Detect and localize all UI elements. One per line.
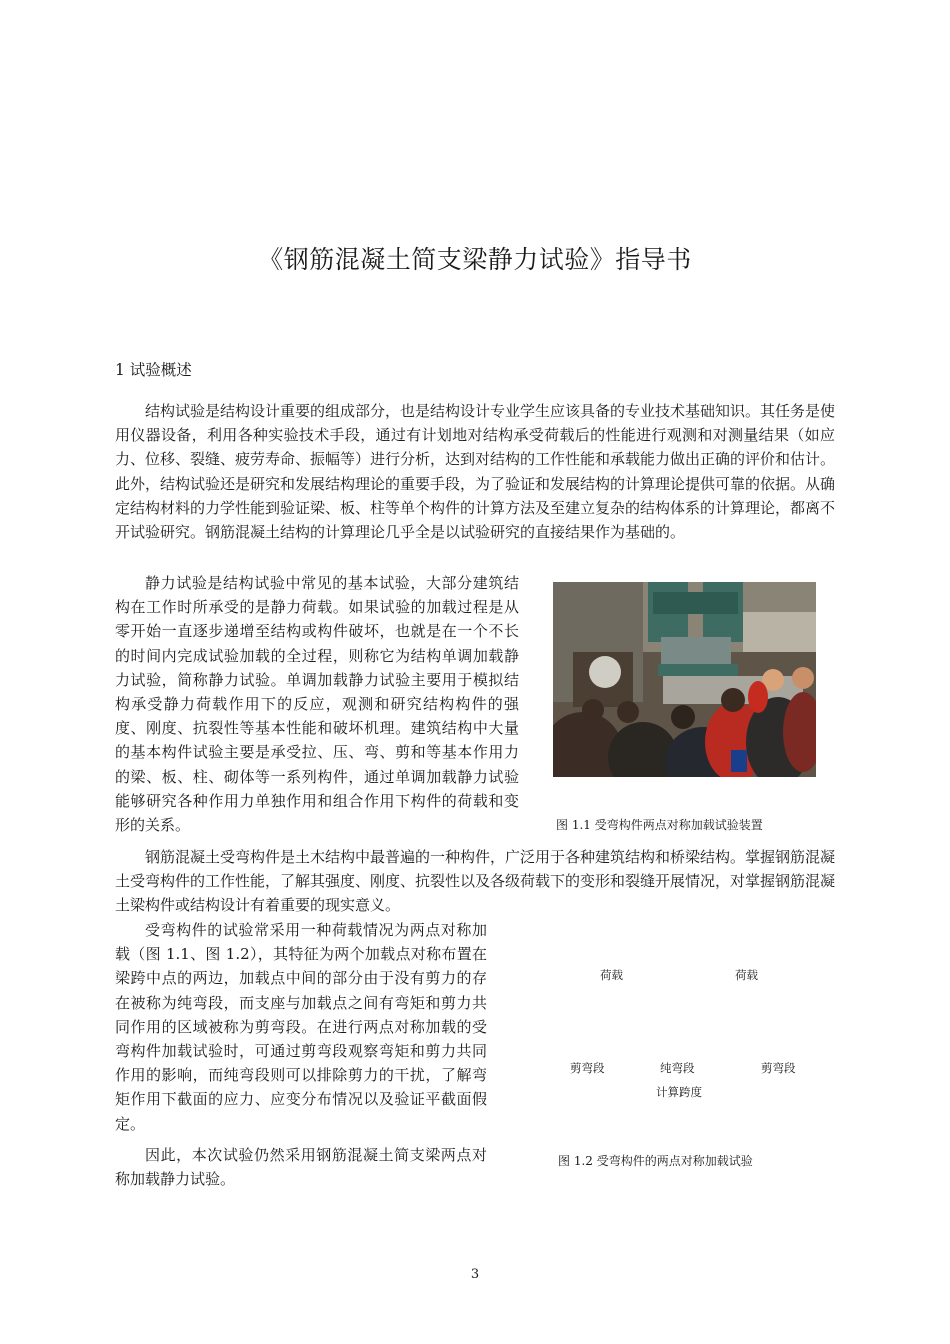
paragraph-1: 结构试验是结构设计重要的组成部分，也是结构设计专业学生应该具备的专业技术基础知识。其任务是使用仪器设备，利用各种实验技术手段，通过有计划地对结构承受荷载后的性能进行观测和对测量结果（如应力、位移、裂缝、疲劳寿命、振幅等）进行分析，达到对结构的工作性能和承载能力做出正确的评价和估计。此外，结构试验还是研究和发展结构理论的重要手段，为了验证和发展结构的计算理论提供可靠的依据。从确定结构材料的力学性能到验证梁、板、柱等单个构件的计算方法及至建立复杂的结构体系的计算理论，都离不开试验研究。钢筋混凝土结构的计算理论几乎全是以试验研究的直接结果作为基础的。 bbox=[115, 402, 836, 542]
figure-1-caption: 图 1.1 受弯构件两点对称加载试验装置 bbox=[556, 818, 763, 832]
diagram-span-label: 计算跨度 bbox=[656, 1085, 702, 1099]
diagram-pure-bending-label: 纯弯段 bbox=[660, 1061, 695, 1075]
diagram-load-left-label: 荷载 bbox=[600, 968, 623, 982]
paragraph-4: 受弯构件的试验常采用一种荷载情况为两点对称加载（图 1.1、图 1.2），其特征为两个加载点对称布置在梁跨中点的两边，加载点中间的部分由于没有剪力的存在被称为纯弯段，而支座与加载点之间有弯矩和剪力共同作用的区域被称为剪弯段。在进行两点对称加载的受弯构件加载试验时，可通过剪弯段观察弯矩和剪力共同作用的影响，而纯弯段则可以排除剪力的干扰，了解弯矩作用下截面的应力、应变分布情况以及验证平截面假定。 bbox=[115, 921, 487, 1133]
paragraph-5: 因此，本次试验仍然采用钢筋混凝土简支梁两点对称加载静力试验。 bbox=[115, 1146, 487, 1189]
document-title: 《钢筋混凝土简支梁静力试验》指导书 bbox=[258, 245, 692, 274]
diagram-shear-left-label: 剪弯段 bbox=[570, 1061, 605, 1075]
diagram-load-right-label: 荷载 bbox=[735, 968, 758, 982]
section-heading: 1 试验概述 bbox=[115, 361, 192, 379]
figure-2-caption: 图 1.2 受弯构件的两点对称加载试验 bbox=[558, 1154, 753, 1168]
paragraph-3: 钢筋混凝土受弯构件是土木结构中最普遍的一种构件，广泛用于各种建筑结构和桥梁结构。掌握钢筋混凝土受弯构件的工作性能，了解其强度、刚度、抗裂性以及各级荷载下的变形和裂缝开展情况，对掌握钢筋混凝土梁构件或结构设计有着重要的现实意义。 bbox=[115, 848, 836, 915]
page-number: 3 bbox=[470, 1267, 480, 1282]
diagram-shear-right-label: 剪弯段 bbox=[761, 1061, 796, 1075]
paragraph-2: 静力试验是结构试验中常见的基本试验，大部分建筑结构在工作时所承受的是静力荷载。如果试验的加载过程是从零开始一直逐步递增至结构或构件破坏，也就是在一个不长的时间内完成试验加载的全过程，则称它为结构单调加载静力试验，简称静力试验。单调加载静力试验主要用于模拟结构承受静力荷载作用下的反应，观测和研究结构构件的强度、刚度、抗裂性等基本性能和破坏机理。建筑结构中大量的基本构件试验主要是承受拉、压、弯、剪和等基本作用力的梁、板、柱、砌体等一系列构件，通过单调加载静力试验能够研究各种作用力单独作用和组合作用下构件的荷载和变形的关系。 bbox=[115, 574, 519, 835]
test-setup-photo bbox=[553, 582, 816, 777]
